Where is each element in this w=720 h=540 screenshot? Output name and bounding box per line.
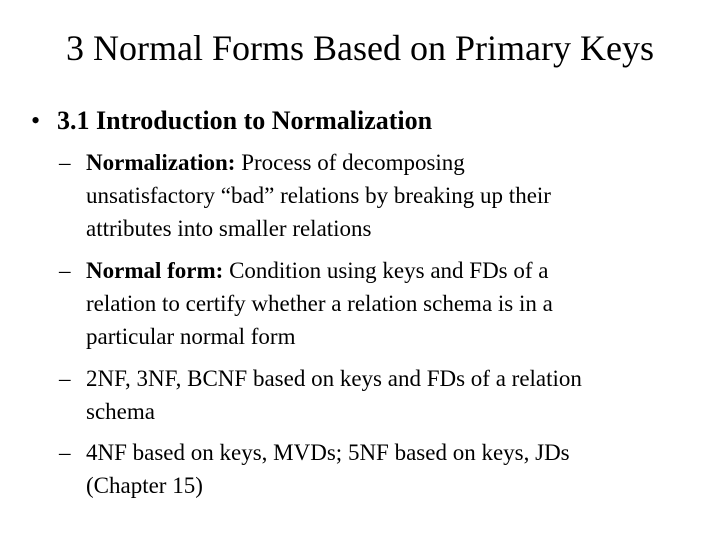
sub-bullet-line: 2NF, 3NF, BCNF based on keys and FDs of a relation — [86, 366, 582, 391]
sub-bullet-line: relation to certify whether a relation schema is in a — [86, 291, 553, 316]
dash-symbol: – — [59, 440, 71, 465]
sub-bullet-normal-form — [59, 254, 709, 353]
slide-title: 3 Normal Forms Based on Primary Keys — [66, 28, 654, 68]
sub-bullet-line: schema — [86, 399, 155, 424]
sub-bullet-2nf-3nf-bcnf — [59, 362, 709, 428]
sub-bullet-line: particular normal form — [86, 324, 296, 349]
term-normal-form: Normal form: — [86, 258, 224, 283]
section-heading: 3.1 Introduction to Normalization — [57, 106, 433, 135]
sub-bullet-line: attributes into smaller relations — [86, 216, 372, 241]
sub-bullet-4nf-5nf — [59, 436, 709, 502]
sub-bullet-line — [86, 146, 709, 179]
dash-symbol: – — [59, 366, 71, 391]
term-normalization: Normalization: — [86, 150, 236, 175]
bullet-symbol: • — [31, 106, 41, 135]
sub-bullet-normalization — [59, 146, 709, 245]
definition-text: Process of decomposing — [241, 150, 465, 175]
definition-text: Condition using keys and FDs of a — [229, 258, 549, 283]
sub-bullet-body — [59, 362, 709, 428]
sub-bullet-line: 4NF based on keys, MVDs; 5NF based on keys, JDs — [86, 440, 570, 465]
dash-symbol: – — [59, 150, 71, 175]
sub-bullet-body — [59, 146, 709, 245]
sub-bullet-line — [86, 254, 709, 287]
main-bullet — [31, 103, 432, 139]
sub-bullet-body — [59, 436, 709, 502]
sub-bullet-body — [59, 254, 709, 353]
sub-bullet-line: unsatisfactory “bad” relations by breaking up their — [86, 183, 551, 208]
sub-bullet-line: (Chapter 15) — [86, 473, 203, 498]
dash-symbol: – — [59, 258, 71, 283]
